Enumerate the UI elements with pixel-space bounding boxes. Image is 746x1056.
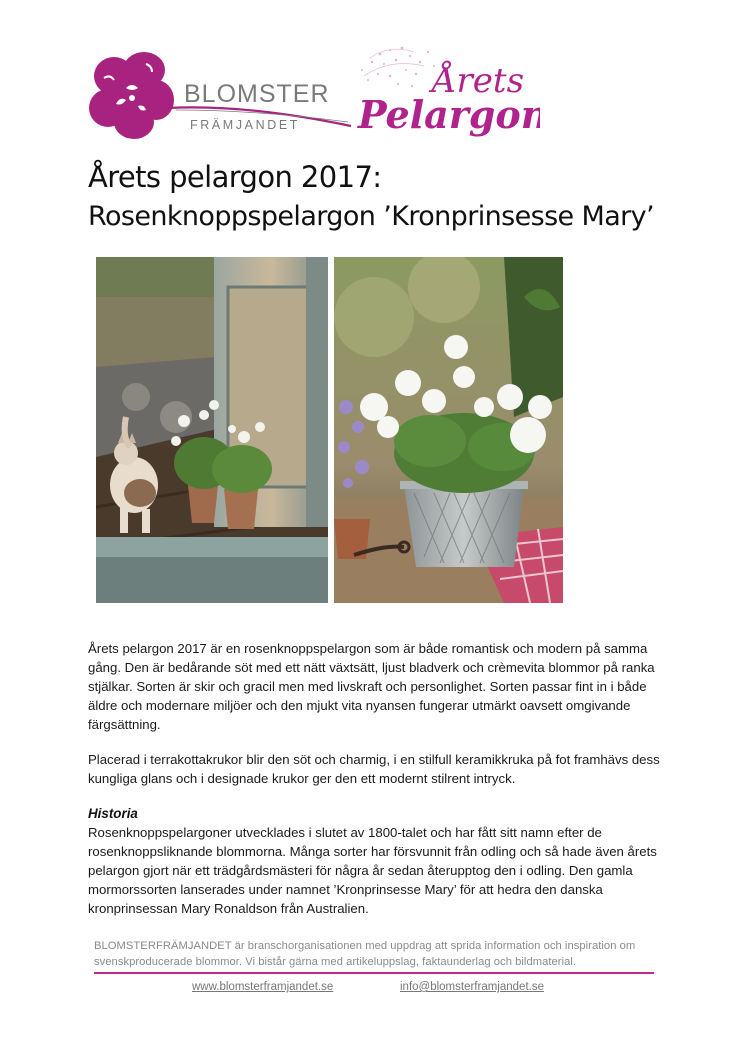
history-paragraph: Rosenknoppspelargoner utvecklades i slutet av 1800-talet och har fått sitt namn efter de rosenknoppsliknande blommorna. Många sorter har försvunnit från odling och så hade även årets pelargon gjort när ett trädgårdsmästeri för några år sedan återupptog den i odling. Den gamla mormorssorten lanserades under namnet ’Kronprinsesse Mary’ för att hedra den danska kronprinsessan Mary Ronaldson från Australien.	[88, 825, 657, 916]
geranium-bucket-photo-icon	[334, 257, 563, 603]
pelargon-sparkle-icon	[350, 40, 540, 140]
footer-email-link[interactable]: info@blomsterframjandet.se	[400, 981, 544, 993]
blomsterframjandet-logo	[86, 48, 356, 144]
footer-website-link[interactable]: www.blomsterframjandet.se	[192, 981, 334, 993]
photo-door-geraniums	[96, 257, 328, 603]
placement-paragraph: Placerad i terrakottakrukor blir den söt och charmig, i en stilfull keramikkruka på fot framhävs dess kungliga glans och i designade krukor ger den ett modernt stilrent intryck.	[88, 752, 660, 786]
page-subtitle: Rosenknoppspelargon ’Kronprinsesse Mary’	[88, 201, 655, 232]
arets-pelargon-logo	[350, 40, 540, 140]
logo-left-line2: FRÄMJANDET	[190, 118, 301, 132]
footer-divider	[94, 972, 654, 974]
history-heading: Historia	[88, 806, 138, 821]
intro-paragraph: Årets pelargon 2017 är en rosenknoppspelargon som är både romantisk och modern på samma gång. Den är bedårande söt med ett nätt växtsätt, ljust bladverk och crèmevita blommor på ranka stjälkar. Sorten är skir och gracil men med livskraft och personlighet. Sorten passar fint in i både äldre och modernare miljöer och den mjukt vita nyansen fungerar utmärkt oavsett omgivande färgsättning.	[88, 641, 655, 732]
geranium-door-photo-icon	[96, 257, 328, 603]
page-title: Årets pelargon 2017:	[88, 160, 382, 194]
logo-left-line1: BLOMSTER	[184, 80, 330, 108]
photo-bucket-geranium	[334, 257, 563, 603]
footer-description: BLOMSTERFRÄMJANDET är branschorganisationen med uppdrag att sprida information och inspiration om svenskproducerade blommor. Vi bistår gärna med artikeluppslag, faktaunderlag och bildmaterial.	[94, 940, 636, 968]
logo-right-line2: Pelargon	[358, 92, 540, 137]
logo-right-line1: Årets	[432, 61, 525, 101]
flower-logo-icon	[86, 48, 356, 144]
